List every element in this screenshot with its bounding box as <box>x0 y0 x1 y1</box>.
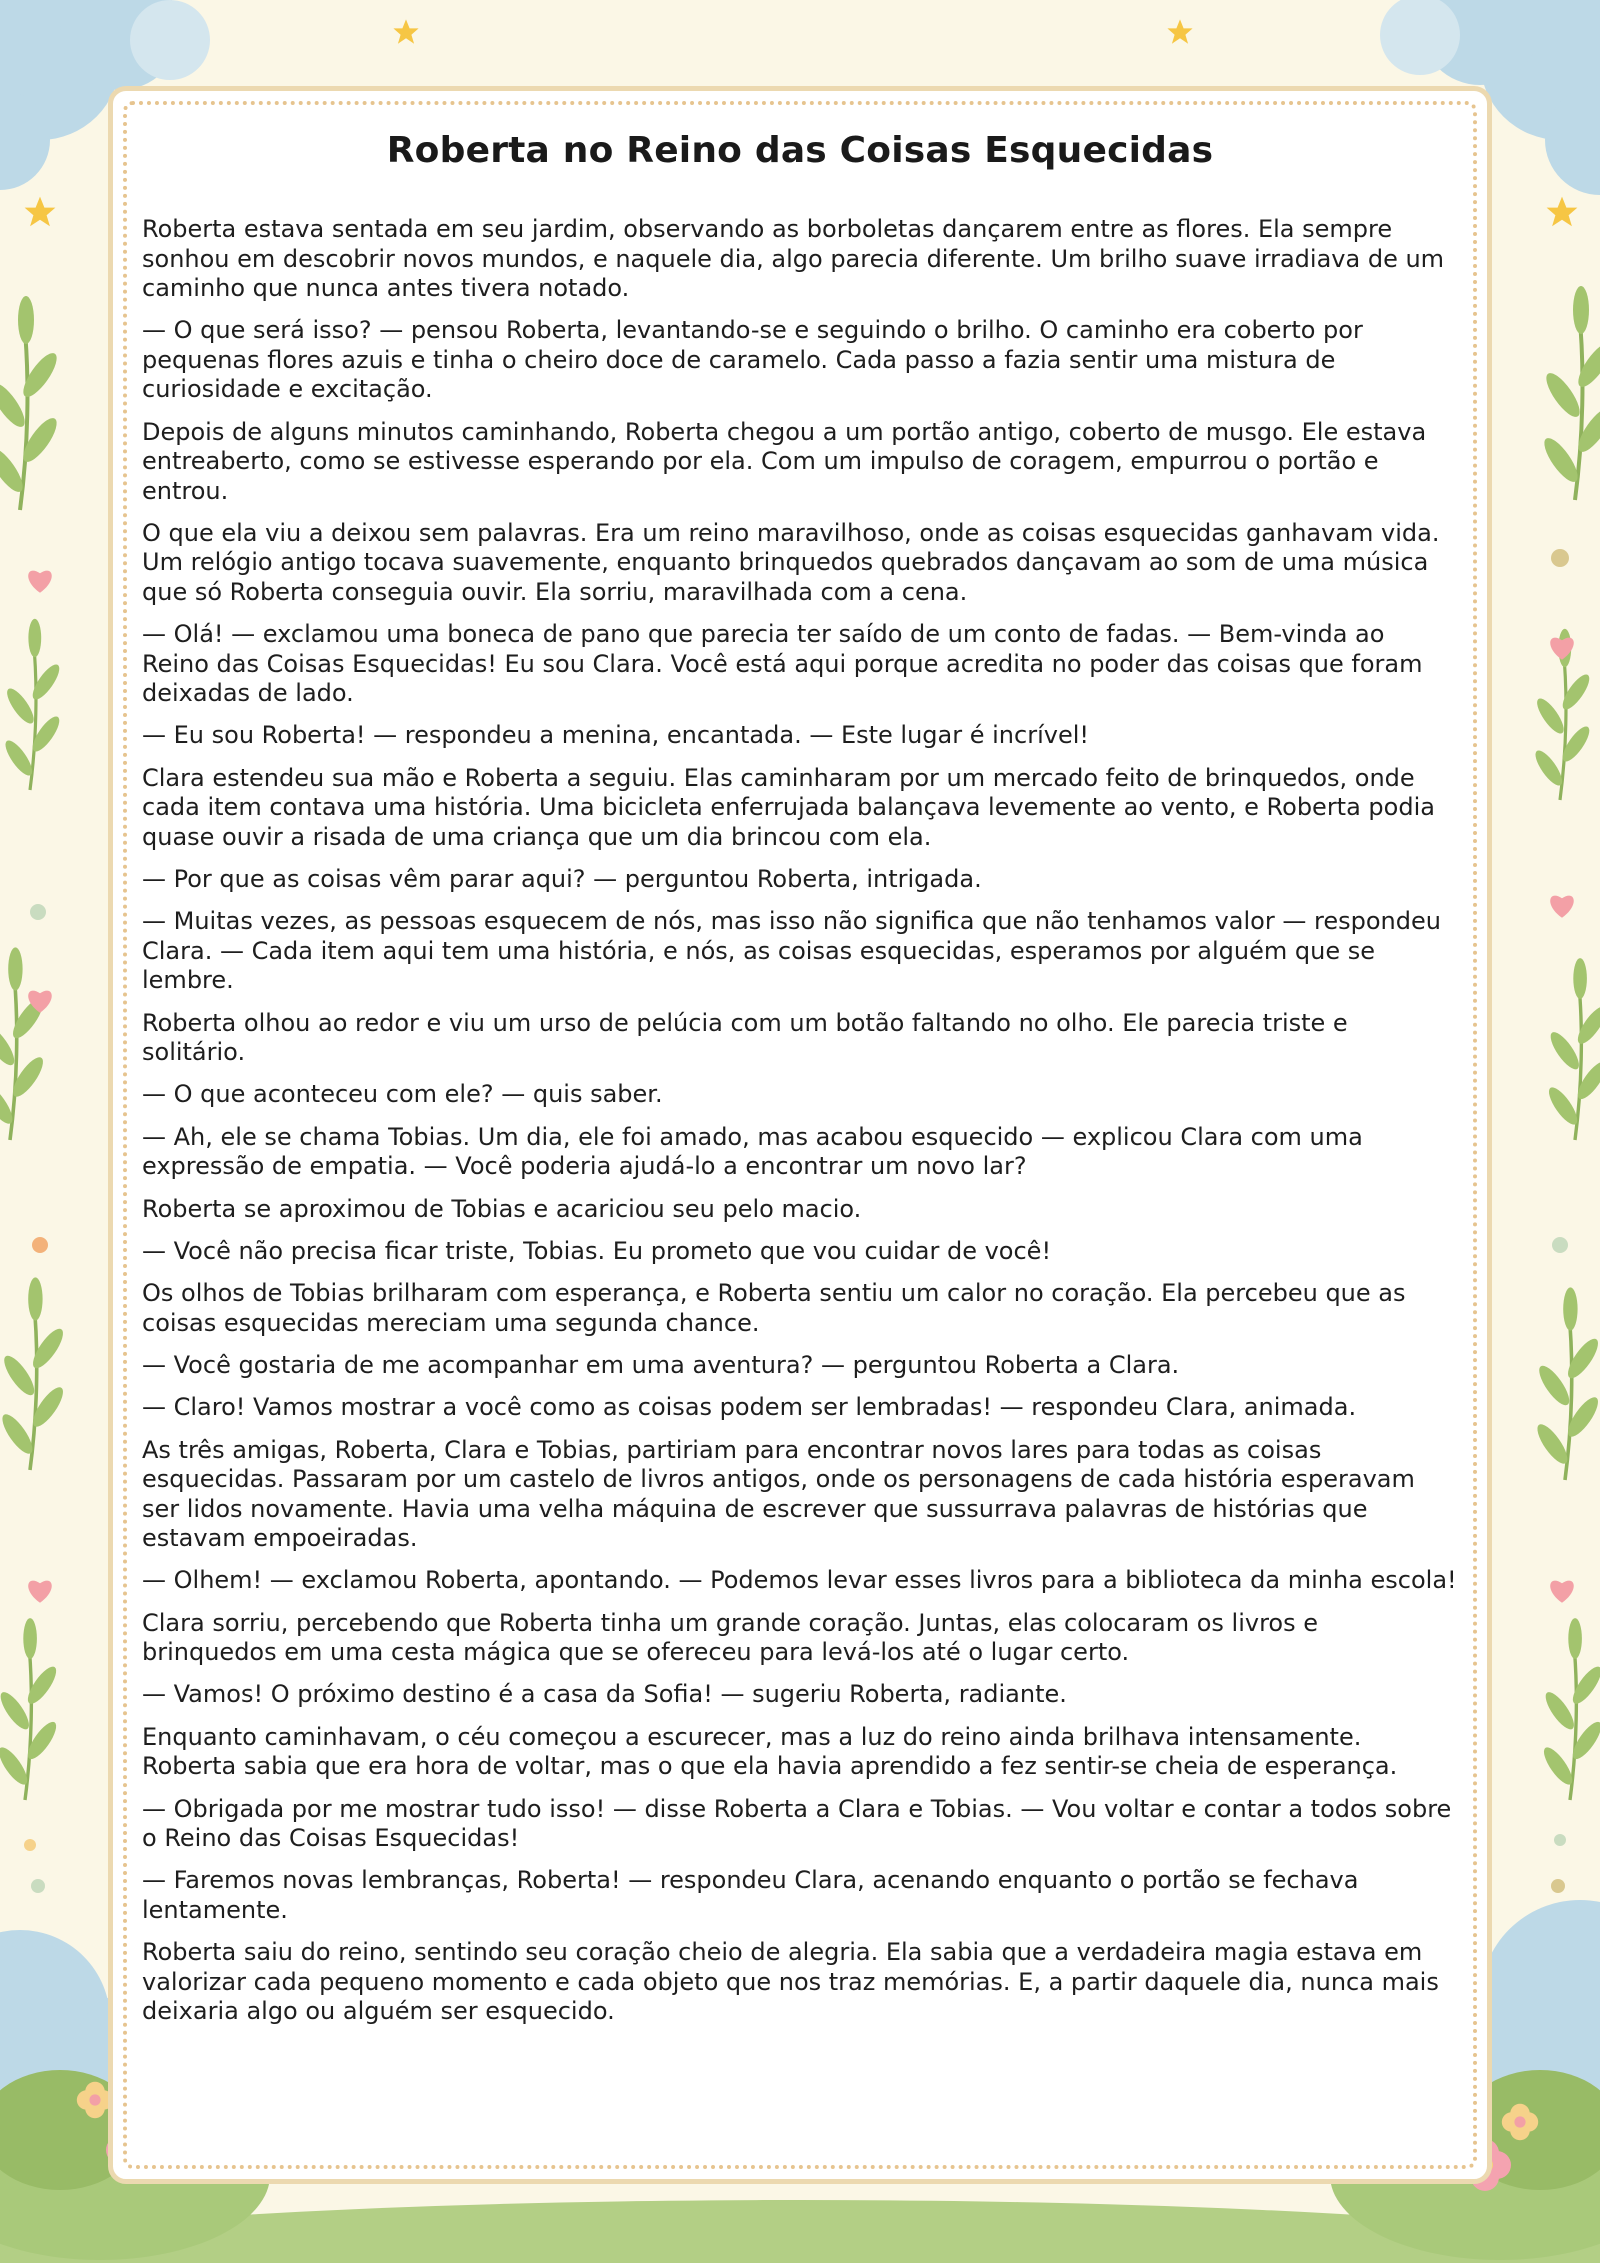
story-content <box>142 126 1458 2039</box>
paragraph: — O que será isso? — pensou Roberta, levantando-se e seguindo o brilho. O caminho era coberto por pequenas flores azuis e tinha o cheiro doce de caramelo. Cada passo a fazia sentir uma mistura de curiosidade e excitação. <box>142 316 1363 404</box>
paragraph: Roberta olhou ao redor e viu um urso de pelúcia com um botão faltando no olho. Ele parecia triste e solitário. <box>142 1008 1348 1067</box>
paragraph: — Muitas vezes, as pessoas esquecem de nós, mas isso não significa que não tenhamos valor — respondeu Clara. — Cada item aqui tem uma história, e nós, as coisas esquecidas, esperamos por alguém que se lembre. <box>142 907 1441 995</box>
paragraph: As três amigas, Roberta, Clara e Tobias, partiriam para encontrar novos lares para todas as coisas esquecidas. Passaram por um castelo de livros antigos, onde os personagens de cada história esperavam ser lidos novamente. Havia uma velha máquina de escrever que sussurrava palavras de histórias que estavam empoeiradas. <box>142 1435 1415 1553</box>
paragraph: — Você gostaria de me acompanhar em uma aventura? — perguntou Roberta a Clara. <box>142 1350 1180 1379</box>
paragraph: — O que aconteceu com ele? — quis saber. <box>142 1080 663 1109</box>
story-body <box>142 215 1458 2027</box>
paragraph: — Olhem! — exclamou Roberta, apontando. — Podemos levar esses livros para a biblioteca da minha escola! <box>142 1566 1457 1595</box>
page-title: Roberta no Reino das Coisas Esquecidas <box>386 130 1214 171</box>
paragraph: O que ela viu a deixou sem palavras. Era um reino maravilhoso, onde as coisas esquecidas ganhavam vida. Um relógio antigo tocava suavemente, enquanto brinquedos quebrados dançavam ao som de uma música que só Roberta conseguia ouvir. Ela sorriu, maravilhada com a cena. <box>142 518 1440 606</box>
paragraph: — Olá! — exclamou uma boneca de pano que parecia ter saído de um conto de fadas. — Bem-vinda ao Reino das Coisas Esquecidas! Eu sou Clara. Você está aqui porque acredita no poder das coisas que foram deixadas de lado. <box>142 620 1423 708</box>
paragraph: Enquanto caminhavam, o céu começou a escurecer, mas a luz do reino ainda brilhava intensamente. Roberta sabia que era hora de voltar, mas o que ela havia aprendido a fez sentir-se cheia de esperança. <box>142 1722 1398 1781</box>
paragraph: — Por que as coisas vêm parar aqui? — perguntou Roberta, intrigada. <box>142 865 982 894</box>
paragraph: Roberta se aproximou de Tobias e acariciou seu pelo macio. <box>142 1194 862 1223</box>
paragraph: Clara sorriu, percebendo que Roberta tinha um grande coração. Juntas, elas colocaram os livros e brinquedos em uma cesta mágica que se ofereceu para levá-los até o lugar certo. <box>142 1608 1318 1667</box>
paragraph: — Você não precisa ficar triste, Tobias. Eu prometo que vou cuidar de você! <box>142 1236 1052 1265</box>
paragraph: — Faremos novas lembranças, Roberta! — respondeu Clara, acenando enquanto o portão se fechava lentamente. <box>142 1866 1359 1924</box>
paragraph: — Vamos! O próximo destino é a casa da Sofia! — sugeriu Roberta, radiante. <box>142 1680 1067 1709</box>
paragraph: Os olhos de Tobias brilharam com esperança, e Roberta sentiu um calor no coração. Ela percebeu que as coisas esquecidas mereciam uma segunda chance. <box>142 1279 1406 1337</box>
paragraph: — Obrigada por me mostrar tudo isso! — disse Roberta a Clara e Tobias. — Vou voltar e contar a todos sobre o Reino das Coisas Esquecidas! <box>142 1794 1452 1853</box>
paragraph: — Ah, ele se chama Tobias. Um dia, ele foi amado, mas acabou esquecido — explicou Clara com uma expressão de empatia. — Você poderia ajudá-lo a encontrar um novo lar? <box>142 1122 1363 1181</box>
paragraph: — Eu sou Roberta! — respondeu a menina, encantada. — Este lugar é incrível! <box>142 721 1090 750</box>
paragraph: Depois de alguns minutos caminhando, Roberta chegou a um portão antigo, coberto de musgo. Ele estava entreaberto, como se estivesse esperando por ela. Com um impulso de coragem, empurrou o portão e entrou. <box>142 417 1427 505</box>
paragraph: Roberta saiu do reino, sentindo seu coração cheio de alegria. Ela sabia que a verdadeira magia estava em valorizar cada pequeno momento e cada objeto que nos traz memórias. E, a partir daquele dia, nunca mais deixaria algo ou alguém ser esquecido. <box>142 1938 1439 2026</box>
paragraph: Roberta estava sentada em seu jardim, observando as borboletas dançarem entre as flores. Ela sempre sonhou em descobrir novos mundos, e naquele dia, algo parecia diferente. Um brilho suave irradiava de um caminho que nunca antes tivera notado. <box>142 215 1445 302</box>
paragraph: Clara estendeu sua mão e Roberta a seguiu. Elas caminharam por um mercado feito de brinquedos, onde cada item contava uma história. Uma bicicleta enferrujada balançava levemente ao vento, e Roberta podia quase ouvir a risada de uma criança que um dia brincou com ela. <box>142 763 1435 851</box>
paragraph: — Claro! Vamos mostrar a você como as coisas podem ser lembradas! — respondeu Clara, animada. <box>142 1393 1357 1422</box>
